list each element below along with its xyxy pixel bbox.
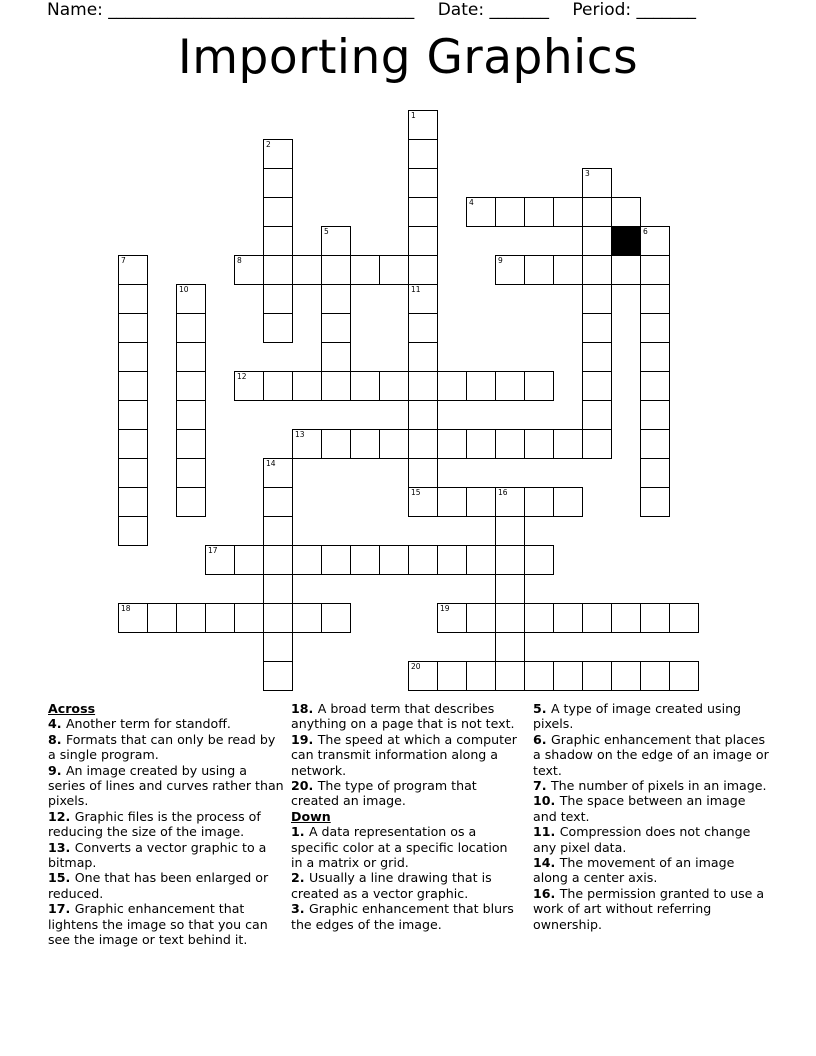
grid-cell[interactable] bbox=[118, 458, 148, 488]
grid-cell[interactable] bbox=[321, 603, 351, 633]
clue-number-label: 19. bbox=[291, 731, 318, 747]
grid-cell[interactable] bbox=[524, 545, 554, 575]
grid-cell[interactable] bbox=[466, 661, 496, 691]
grid-cell[interactable] bbox=[640, 429, 670, 459]
clue-item bbox=[533, 886, 771, 932]
grid-cell[interactable] bbox=[524, 429, 554, 459]
grid-cell[interactable] bbox=[582, 429, 612, 459]
grid-cell[interactable] bbox=[495, 197, 525, 227]
grid-cell[interactable] bbox=[582, 603, 612, 633]
grid-cell[interactable] bbox=[118, 487, 148, 517]
grid-cell[interactable] bbox=[118, 342, 148, 372]
clue-number-label: 5. bbox=[533, 701, 551, 716]
clue-number: 11 bbox=[411, 285, 421, 294]
grid-cell[interactable] bbox=[553, 197, 583, 227]
grid-cell[interactable] bbox=[495, 255, 525, 285]
clue-text: A broad term that describes anything on a page that is not text. bbox=[291, 701, 515, 732]
clue-number: 16 bbox=[498, 488, 508, 497]
clue-number: 5 bbox=[324, 227, 329, 236]
grid-cell[interactable] bbox=[640, 313, 670, 343]
grid-cell[interactable] bbox=[495, 574, 525, 604]
grid-cell[interactable] bbox=[118, 255, 148, 285]
clue-number-label: 6. bbox=[533, 731, 551, 747]
clue-number-label: 4. bbox=[48, 716, 66, 732]
grid-cell[interactable] bbox=[263, 197, 293, 227]
grid-cell[interactable] bbox=[553, 487, 583, 517]
grid-cell[interactable] bbox=[495, 603, 525, 633]
clue-text: Compression does not change any pixel data. bbox=[533, 824, 751, 855]
grid-cell[interactable] bbox=[118, 516, 148, 546]
grid-cell[interactable] bbox=[408, 400, 438, 430]
grid-cell[interactable] bbox=[582, 661, 612, 691]
grid-cell[interactable] bbox=[234, 603, 264, 633]
clue-item bbox=[533, 778, 771, 793]
grid-cell[interactable] bbox=[234, 545, 264, 575]
clues-column-3 bbox=[533, 701, 771, 932]
clue-item bbox=[48, 716, 284, 731]
grid-cell[interactable] bbox=[495, 545, 525, 575]
clue-item bbox=[291, 701, 523, 732]
grid-cell[interactable] bbox=[379, 429, 409, 459]
grid-cell[interactable] bbox=[263, 255, 293, 285]
clue-item bbox=[48, 870, 284, 901]
grid-cell[interactable] bbox=[611, 197, 641, 227]
grid-cell[interactable] bbox=[408, 458, 438, 488]
clue-text: Converts a vector graphic to a bitmap. bbox=[48, 839, 267, 871]
grid-cell[interactable] bbox=[118, 603, 148, 633]
clue-text: Graphic enhancement that places a shadow on the edge of an image or text. bbox=[533, 731, 769, 778]
grid-cell[interactable] bbox=[263, 313, 293, 343]
clue-number: 15 bbox=[411, 488, 421, 497]
grid-cell[interactable] bbox=[553, 661, 583, 691]
grid-cell[interactable] bbox=[292, 429, 322, 459]
clue-item bbox=[291, 732, 523, 778]
grid-cell[interactable] bbox=[582, 284, 612, 314]
grid-cell[interactable] bbox=[582, 313, 612, 343]
clue-number: 7 bbox=[121, 256, 126, 265]
grid-cell[interactable] bbox=[640, 371, 670, 401]
clue-text: Formats that can only be read by a single program. bbox=[48, 731, 276, 763]
grid-cell[interactable] bbox=[408, 342, 438, 372]
clue-text: The space between an image and text. bbox=[533, 793, 746, 824]
grid-cell[interactable] bbox=[263, 371, 293, 401]
down-heading: Down bbox=[291, 808, 331, 824]
grid-cell[interactable] bbox=[118, 429, 148, 459]
clue-item bbox=[533, 824, 771, 855]
grid-cell[interactable] bbox=[582, 168, 612, 198]
clue-number-label: 10. bbox=[533, 793, 560, 809]
grid-cell[interactable] bbox=[466, 429, 496, 459]
grid-cell[interactable] bbox=[582, 400, 612, 430]
clue-number: 3 bbox=[585, 169, 590, 178]
clue-number: 4 bbox=[469, 198, 474, 207]
clue-number: 9 bbox=[498, 256, 503, 265]
clue-number-label: 8. bbox=[48, 731, 66, 747]
grid-cell[interactable] bbox=[640, 400, 670, 430]
clue-text: A data representation os a specific color at a specific location in a matrix or grid. bbox=[291, 824, 508, 871]
grid-cell[interactable] bbox=[640, 458, 670, 488]
grid-cell[interactable] bbox=[292, 371, 322, 401]
grid-cell[interactable] bbox=[350, 255, 380, 285]
grid-cell[interactable] bbox=[553, 603, 583, 633]
grid-cell[interactable] bbox=[582, 255, 612, 285]
grid-cell[interactable] bbox=[669, 661, 699, 691]
grid-cell[interactable] bbox=[176, 400, 206, 430]
clue-item bbox=[533, 732, 771, 778]
clue-item bbox=[533, 793, 771, 824]
clue-number-label: 18. bbox=[291, 701, 318, 716]
grid-cell[interactable] bbox=[176, 458, 206, 488]
grid-cell[interactable] bbox=[292, 255, 322, 285]
grid-cell[interactable] bbox=[553, 255, 583, 285]
grid-cell[interactable] bbox=[234, 255, 264, 285]
clue-number-label: 11. bbox=[533, 824, 560, 840]
clue-number-label: 17. bbox=[48, 901, 75, 917]
grid-cell[interactable] bbox=[176, 313, 206, 343]
grid-cell[interactable] bbox=[176, 284, 206, 314]
grid-cell[interactable] bbox=[524, 197, 554, 227]
clue-number-label: 1. bbox=[291, 824, 309, 840]
grid-cell[interactable] bbox=[437, 545, 467, 575]
grid-cell[interactable] bbox=[263, 487, 293, 517]
grid-cell[interactable] bbox=[524, 661, 554, 691]
grid-cell[interactable] bbox=[205, 545, 235, 575]
grid-cell[interactable] bbox=[640, 255, 670, 285]
grid-cell[interactable] bbox=[524, 603, 554, 633]
clue-number: 10 bbox=[179, 285, 189, 294]
clue-item bbox=[533, 701, 771, 732]
grid-cell[interactable] bbox=[350, 371, 380, 401]
grid-cell[interactable] bbox=[466, 545, 496, 575]
grid-cell[interactable] bbox=[437, 487, 467, 517]
grid-cell[interactable] bbox=[582, 371, 612, 401]
grid-cell[interactable] bbox=[263, 139, 293, 169]
grid-cell[interactable] bbox=[524, 487, 554, 517]
grid-cell[interactable] bbox=[379, 371, 409, 401]
grid-cell[interactable] bbox=[350, 545, 380, 575]
grid-cell[interactable] bbox=[263, 661, 293, 691]
clue-text: Graphic enhancement that lightens the image so that you can see the image or text behind it. bbox=[48, 901, 268, 948]
grid-cell[interactable] bbox=[263, 632, 293, 662]
grid-cell[interactable] bbox=[205, 603, 235, 633]
grid-cell[interactable] bbox=[437, 371, 467, 401]
grid-cell[interactable] bbox=[408, 661, 438, 691]
grid-cell[interactable] bbox=[408, 313, 438, 343]
period-field[interactable]: Period: _______ bbox=[572, 0, 697, 20]
clue-number-label: 13. bbox=[48, 839, 75, 855]
grid-cell[interactable] bbox=[495, 516, 525, 546]
clue-number-label: 14. bbox=[533, 855, 560, 871]
grid-cell[interactable] bbox=[582, 197, 612, 227]
grid-cell[interactable] bbox=[553, 429, 583, 459]
grid-cell[interactable] bbox=[263, 284, 293, 314]
clue-number: 18 bbox=[121, 604, 131, 613]
clue-item bbox=[48, 840, 284, 871]
grid-cell[interactable] bbox=[408, 110, 438, 140]
clue-item bbox=[291, 870, 523, 901]
clue-item bbox=[533, 855, 771, 886]
grid-cell[interactable] bbox=[466, 371, 496, 401]
grid-cell[interactable] bbox=[176, 429, 206, 459]
grid-cell[interactable] bbox=[118, 371, 148, 401]
grid-cell[interactable] bbox=[350, 429, 380, 459]
grid-cell[interactable] bbox=[147, 603, 177, 633]
grid-cell[interactable] bbox=[495, 371, 525, 401]
grid-cell[interactable] bbox=[611, 661, 641, 691]
grid-cell[interactable] bbox=[640, 226, 670, 256]
clue-number: 17 bbox=[208, 546, 218, 555]
grid-cell[interactable] bbox=[321, 226, 351, 256]
grid-cell[interactable] bbox=[408, 139, 438, 169]
clue-number-label: 2. bbox=[291, 870, 309, 886]
grid-cell[interactable] bbox=[408, 197, 438, 227]
grid-cell[interactable] bbox=[495, 632, 525, 662]
clue-number-label: 7. bbox=[533, 778, 551, 794]
grid-cell[interactable] bbox=[379, 255, 409, 285]
grid-cell[interactable] bbox=[495, 487, 525, 517]
grid-cell[interactable] bbox=[292, 545, 322, 575]
grid-cell[interactable] bbox=[263, 516, 293, 546]
grid-cell[interactable] bbox=[321, 284, 351, 314]
grid-cell[interactable] bbox=[408, 226, 438, 256]
grid-cell[interactable] bbox=[408, 284, 438, 314]
grid-cell[interactable] bbox=[408, 371, 438, 401]
grid-cell[interactable] bbox=[263, 458, 293, 488]
grid-cell[interactable] bbox=[669, 603, 699, 633]
clue-number-label: 3. bbox=[291, 901, 309, 917]
clue-number-label: 20. bbox=[291, 778, 318, 794]
grid-cell[interactable] bbox=[466, 603, 496, 633]
grid-cell[interactable] bbox=[321, 371, 351, 401]
grid-cell[interactable] bbox=[263, 226, 293, 256]
clue-text: The movement of an image along a center axis. bbox=[533, 855, 735, 886]
clue-text: A type of image created using pixels. bbox=[533, 701, 742, 732]
clue-number: 6 bbox=[643, 227, 648, 236]
clue-item bbox=[48, 732, 284, 763]
grid-cell[interactable] bbox=[321, 342, 351, 372]
grid-cell[interactable] bbox=[495, 661, 525, 691]
grid-cell[interactable] bbox=[640, 661, 670, 691]
grid-cell[interactable] bbox=[640, 284, 670, 314]
clues-column-1 bbox=[48, 701, 284, 948]
grid-cell[interactable] bbox=[176, 342, 206, 372]
clue-text: An image created by using a series of lines and curves rather than pixels. bbox=[48, 762, 284, 809]
grid-cell[interactable] bbox=[466, 197, 496, 227]
grid-cell[interactable] bbox=[408, 255, 438, 285]
grid-cell[interactable] bbox=[611, 603, 641, 633]
grid-cell[interactable] bbox=[611, 255, 641, 285]
page-title: Importing Graphics bbox=[177, 30, 639, 85]
grid-cell[interactable] bbox=[408, 545, 438, 575]
clue-number: 8 bbox=[237, 256, 242, 265]
grid-cell[interactable] bbox=[263, 168, 293, 198]
clue-item bbox=[291, 778, 523, 809]
grid-cell[interactable] bbox=[524, 255, 554, 285]
grid-cell[interactable] bbox=[263, 603, 293, 633]
clue-number: 20 bbox=[411, 662, 421, 671]
clue-number: 12 bbox=[237, 372, 247, 381]
clue-number: 19 bbox=[440, 604, 450, 613]
grid-cell[interactable] bbox=[321, 545, 351, 575]
grid-cell[interactable] bbox=[640, 603, 670, 633]
grid-cell[interactable] bbox=[437, 603, 467, 633]
grid-cell[interactable] bbox=[437, 661, 467, 691]
grid-cell[interactable] bbox=[263, 545, 293, 575]
clue-text: The type of program that created an image. bbox=[291, 778, 477, 809]
clue-text: One that has been enlarged or reduced. bbox=[48, 870, 269, 901]
grid-cell[interactable] bbox=[408, 487, 438, 517]
clue-number: 1 bbox=[411, 111, 416, 120]
clue-item bbox=[48, 901, 284, 947]
grid-cell[interactable] bbox=[466, 487, 496, 517]
clue-text: The permission granted to use a work of art without referring ownership. bbox=[533, 885, 765, 932]
grid-cell[interactable] bbox=[437, 429, 467, 459]
grid-cell[interactable] bbox=[176, 371, 206, 401]
clue-number: 13 bbox=[295, 430, 305, 439]
clue-item bbox=[48, 763, 284, 809]
clue-text: Usually a line drawing that is created as a vector graphic. bbox=[291, 870, 492, 901]
black-cell bbox=[611, 226, 641, 256]
clue-item bbox=[48, 809, 284, 840]
grid-cell[interactable] bbox=[176, 487, 206, 517]
clue-number-label: 9. bbox=[48, 762, 66, 778]
grid-cell[interactable] bbox=[408, 168, 438, 198]
clue-text: Graphic enhancement that blurs the edges of the image. bbox=[291, 901, 514, 932]
grid-cell[interactable] bbox=[321, 429, 351, 459]
grid-cell[interactable] bbox=[408, 429, 438, 459]
grid-cell[interactable] bbox=[582, 226, 612, 256]
name-field[interactable]: Name: ____________________________________ bbox=[47, 0, 415, 20]
clue-item bbox=[291, 901, 523, 932]
clue-text: The speed at which a computer can transmit information along a network. bbox=[291, 731, 517, 778]
grid-cell[interactable] bbox=[321, 313, 351, 343]
grid-cell[interactable] bbox=[321, 255, 351, 285]
clue-number: 2 bbox=[266, 140, 271, 149]
clue-text: The number of pixels in an image. bbox=[550, 778, 767, 794]
clues-column-2 bbox=[291, 701, 523, 932]
grid-cell[interactable] bbox=[176, 603, 206, 633]
grid-cell[interactable] bbox=[524, 371, 554, 401]
clue-number: 14 bbox=[266, 459, 276, 468]
clue-text: Another term for standoff. bbox=[65, 716, 231, 732]
grid-cell[interactable] bbox=[292, 603, 322, 633]
clue-number-label: 16. bbox=[533, 885, 560, 901]
clue-number-label: 15. bbox=[48, 870, 75, 886]
grid-cell[interactable] bbox=[118, 400, 148, 430]
grid-cell[interactable] bbox=[234, 371, 264, 401]
date-field[interactable]: Date: _______ bbox=[437, 0, 549, 20]
grid-cell[interactable] bbox=[640, 342, 670, 372]
grid-cell[interactable] bbox=[379, 545, 409, 575]
grid-cell[interactable] bbox=[582, 342, 612, 372]
grid-cell[interactable] bbox=[263, 574, 293, 604]
clue-number-label: 12. bbox=[48, 808, 75, 824]
clue-item bbox=[291, 824, 523, 870]
grid-cell[interactable] bbox=[118, 313, 148, 343]
grid-cell[interactable] bbox=[495, 429, 525, 459]
grid-cell[interactable] bbox=[118, 284, 148, 314]
grid-cell[interactable] bbox=[640, 487, 670, 517]
across-heading: Across bbox=[48, 701, 96, 716]
clue-text: Graphic files is the process of reducing the size of the image. bbox=[48, 808, 261, 840]
